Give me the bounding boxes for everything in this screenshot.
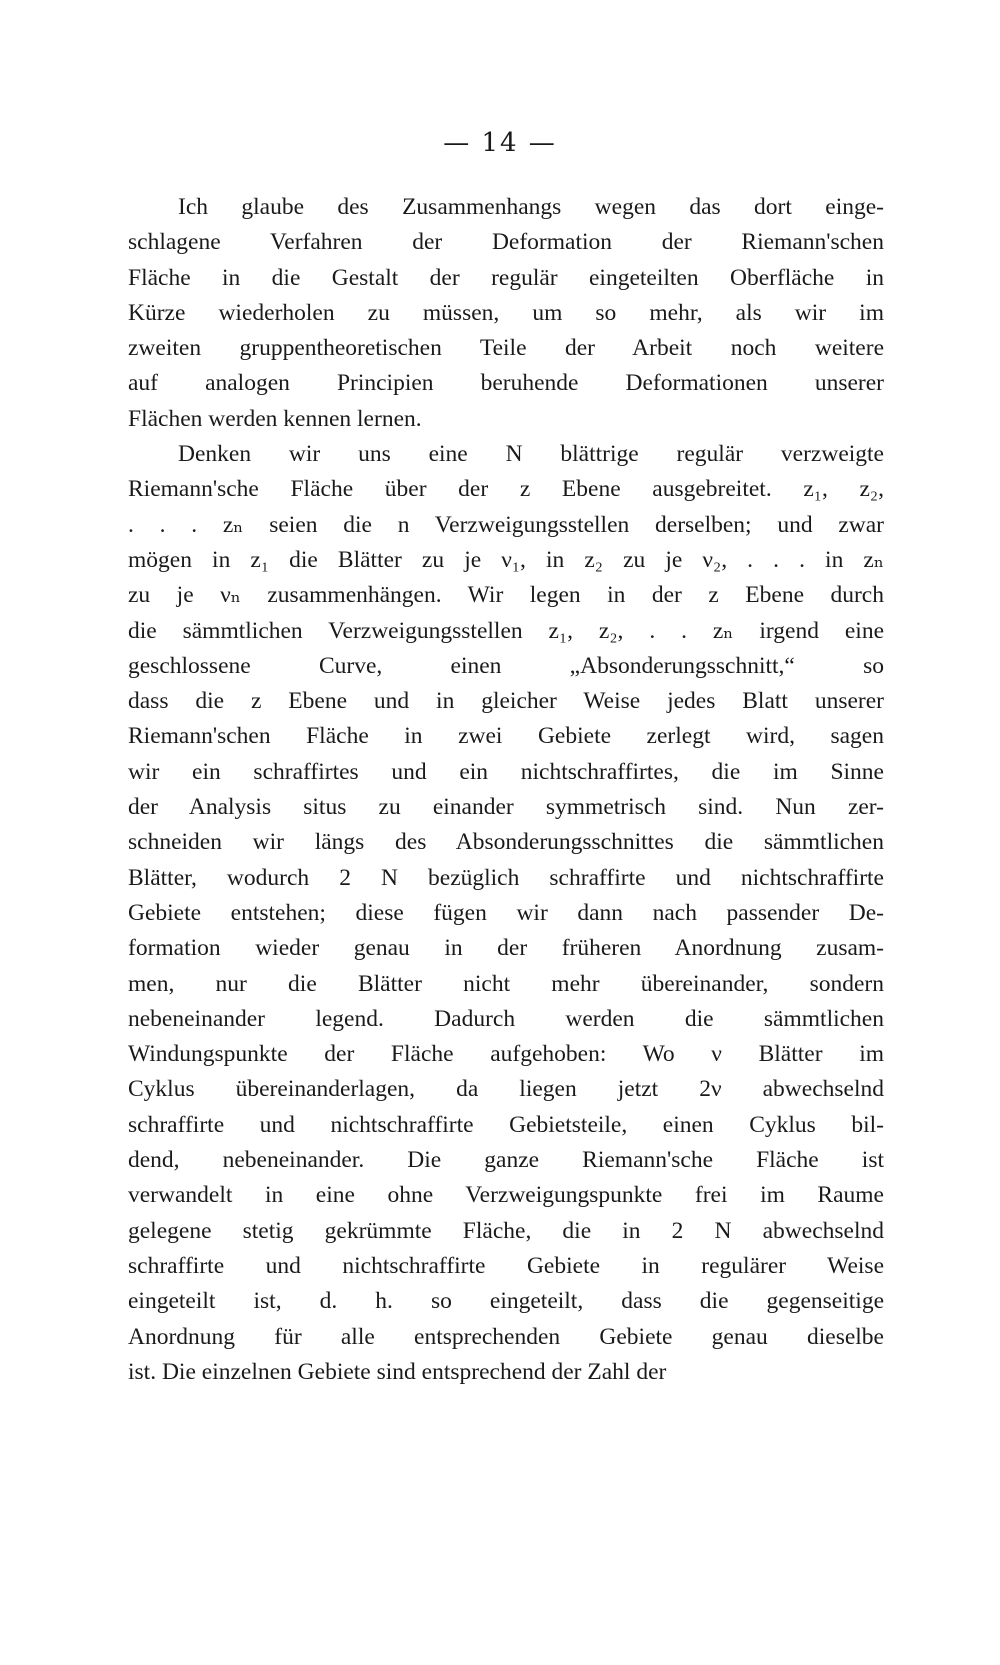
text-line: Fläche in die Gestalt der regulär eingeteilten Oberfläche in: [128, 264, 884, 291]
text-line: gelegene stetig gekrümmte Fläche, die in 2 N abwechselnd: [128, 1217, 884, 1244]
text-line: dend, nebeneinander. Die ganze Riemann'sche Fläche ist: [128, 1147, 884, 1174]
text-line: schneiden wir längs des Absonderungsschnittes die sämmtlichen: [128, 829, 884, 856]
text-line: Windungspunkte der Fläche aufgehoben: Wo ν Blätter im: [128, 1041, 884, 1068]
page-number: — 14 —: [443, 128, 557, 158]
text-line: Ich glaube des Zusammenhangs wegen das dort einge-: [178, 194, 884, 220]
text-line: Kürze wiederholen zu müssen, um so mehr, als wir im: [128, 299, 884, 326]
text-line: zweiten gruppentheoretischen Teile der Arbeit noch weitere: [128, 335, 884, 362]
text-line: schlagene Verfahren der Deformation der Riemann'schen: [128, 229, 884, 256]
text-line: die sämmtlichen Verzweigungsstellen z₁, z₂, . . zₙ irgend eine: [128, 617, 884, 644]
text-line: Anordnung für alle entsprechenden Gebiete genau dieselbe: [128, 1323, 884, 1350]
text-line: zu je νₙ zusammenhängen. Wir legen in der z Ebene durch: [128, 582, 884, 609]
text-line: verwandelt in eine ohne Verzweigungspunkte frei im Raume: [128, 1182, 884, 1209]
text-line: dass die z Ebene und in gleicher Weise jedes Blatt unserer: [128, 688, 884, 715]
text-line: schraffirte und nichtschraffirte Gebiete in regulärer Weise: [128, 1252, 884, 1279]
text-line: Denken wir uns eine N blättrige regulär verzweigte: [178, 441, 884, 468]
text-line: men, nur die Blätter nicht mehr übereinander, sondern: [128, 970, 884, 997]
paragraph-container: [128, 190, 884, 1390]
text-line: mögen in z₁ die Blätter zu je ν₁, in z₂ zu je ν₂, . . . in zₙ: [128, 546, 884, 573]
text-line: Riemann'schen Fläche in zwei Gebiete zerlegt wird, sagen: [128, 723, 884, 750]
text-line: formation wieder genau in der früheren Anordnung zusam-: [128, 935, 884, 962]
text-line: eingeteilt ist, d. h. so eingeteilt, dass die gegenseitige: [128, 1288, 884, 1315]
text-line: Gebiete entstehen; diese fügen wir dann nach passender De-: [128, 899, 884, 926]
text-line: . . . zₙ seien die n Verzweigungsstellen derselben; und zwar: [128, 511, 884, 538]
text-line: Flächen werden kennen lernen.: [128, 405, 422, 432]
text-line: wir ein schraffirtes und ein nichtschraffirtes, die im Sinne: [128, 758, 884, 785]
paragraph: [128, 190, 884, 437]
paragraph: [128, 437, 884, 1390]
body-text: [128, 190, 884, 1390]
text-line: geschlossene Curve, einen „Absonderungsschnitt,“ so: [128, 652, 884, 679]
text-line: Riemann'sche Fläche über der z Ebene ausgebreitet. z₁, z₂,: [128, 476, 884, 503]
text-line: Cyklus übereinanderlagen, da liegen jetzt 2ν abwechselnd: [128, 1076, 884, 1103]
text-line: ist. Die einzelnen Gebiete sind entsprechend der Zahl der: [128, 1358, 667, 1385]
text-line: schraffirte und nichtschraffirte Gebietsteile, einen Cyklus bil-: [128, 1111, 884, 1138]
text-line: Blätter, wodurch 2 N bezüglich schraffirte und nichtschraffirte: [128, 864, 884, 891]
text-line: nebeneinander legend. Dadurch werden die sämmtlichen: [128, 1005, 884, 1032]
text-line: auf analogen Principien beruhende Deformationen unserer: [128, 370, 884, 397]
text-line: der Analysis situs zu einander symmetrisch sind. Nun zer-: [128, 794, 884, 821]
